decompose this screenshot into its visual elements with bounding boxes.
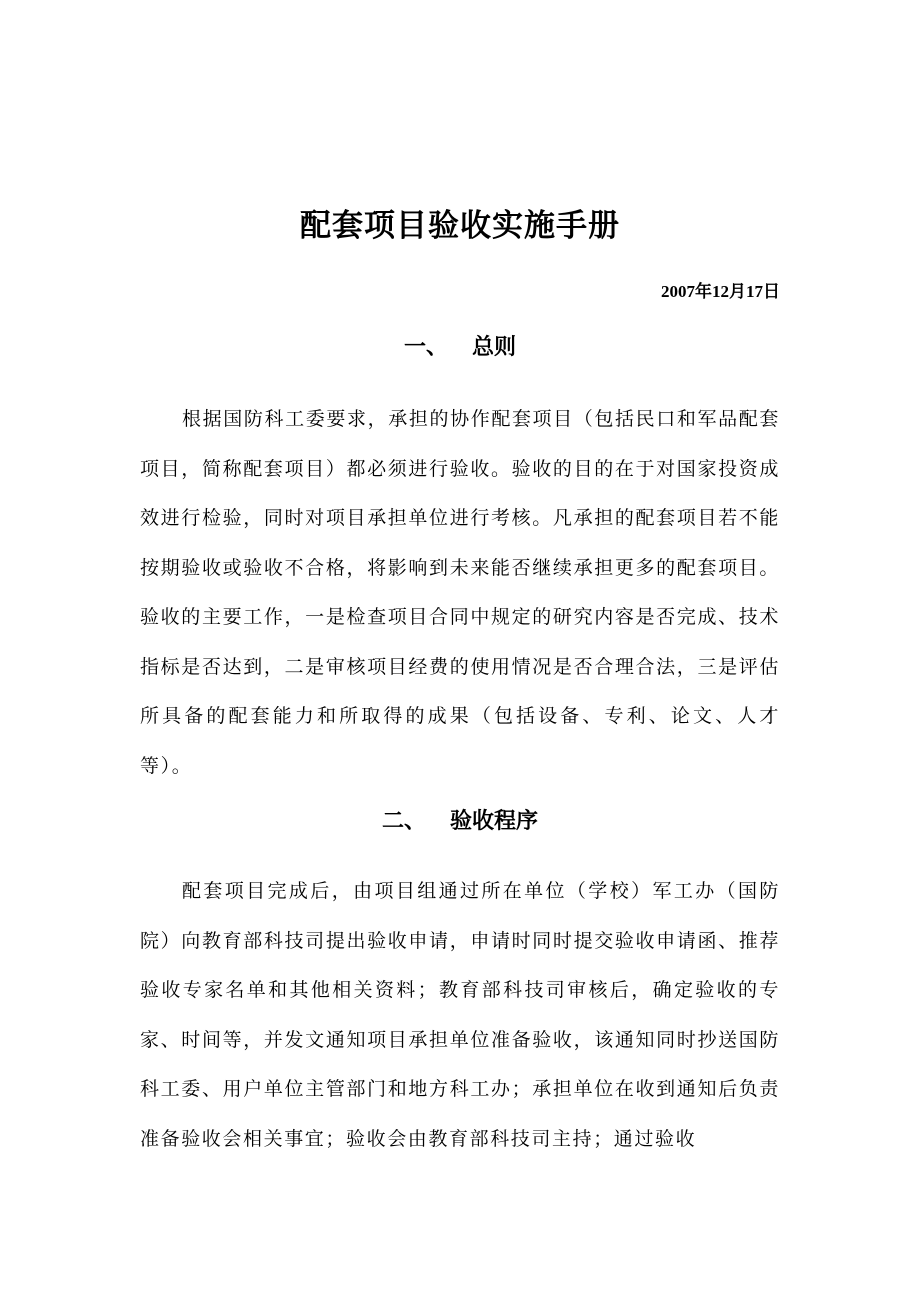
section-paragraph: 根据国防科工委要求，承担的协作配套项目（包括民口和军品配套项目，简称配套项目）都必须进行验收。验收的目的在于对国家投资成效进行检验，同时对项目承担单位进行考核。凡承担的配套项目若不能按期验收或验收不合格，将影响到未来能否继续承担更多的配套项目。验收的主要工作，一是检查项目合同中规定的研究内容是否完成、技术指标是否达到，二是审核项目经费的使用情况是否合理合法，三是评估所具备的配套能力和所取得的成果（包括设备、专利、论文、人才等）。 [140, 408, 780, 777]
section-number: 一、 [403, 335, 448, 360]
document-title: 配套项目验收实施手册 [300, 208, 620, 244]
document-date: 2007年12月17日 [661, 282, 780, 301]
section-heading [0, 330, 920, 366]
section-number: 二、 [381, 809, 426, 834]
section-title: 验收程序 [450, 809, 539, 834]
section-heading [0, 804, 920, 840]
section-paragraph: 配套项目完成后，由项目组通过所在单位（学校）军工办（国防院）向教育部科技司提出验收申请，申请时同时提交验收申请函、推荐验收专家名单和其他相关资料；教育部科技司审核后，确定验收的专家、时间等，并发文通知项目承担单位准备验收，该通知同时抄送国防科工委、用户单位主管部门和地方科工办；承担单位在收到通知后负责准备验收会相关事宜；验收会由教育部科技司主持；通过验收 [140, 880, 780, 1150]
section-title: 总则 [472, 335, 517, 360]
